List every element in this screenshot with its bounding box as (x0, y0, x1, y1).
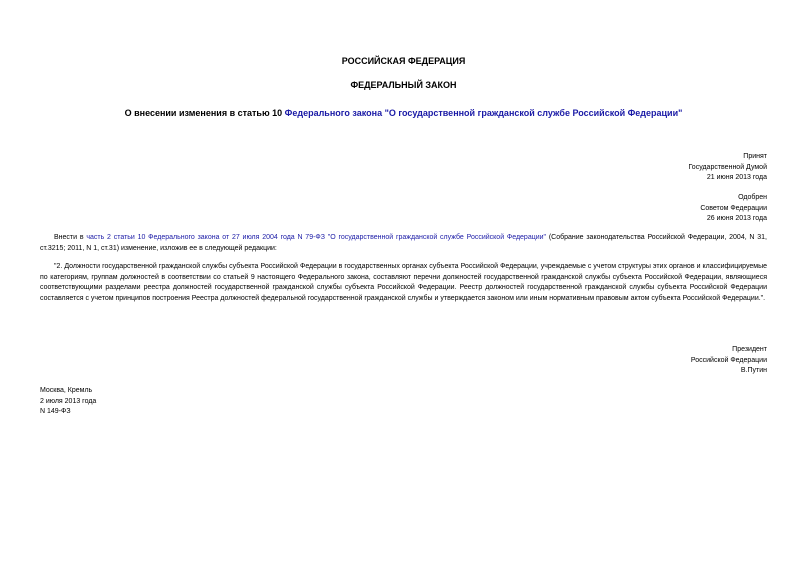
footer-date: 2 июля 2013 года (40, 397, 97, 405)
adopted-date: 21 июня 2013 года (706, 174, 767, 181)
footer-place: Москва, Кремль (40, 387, 93, 394)
amendment-prefix: Внести в (54, 234, 87, 241)
approved-block (700, 193, 767, 225)
footer-block (40, 386, 96, 418)
signature-title: Президент (732, 346, 767, 353)
amendment-suffix: (Собрание законодательства Российской Федерации, 2004, N 31, ст.3215; 2011, N 1, ст.31) изменение, изложив ее в следующей редакции: (40, 234, 768, 252)
amendment-paragraph (40, 233, 767, 254)
amendment-link[interactable]: часть 2 статьи 10 Федерального закона от 27 июля 2004 года N 79-ФЗ "О государственной гражданской службе Российской Федерации" (86, 234, 547, 241)
country-heading: РОССИЙСКАЯ ФЕДЕРАЦИЯ (341, 56, 466, 66)
adopted-block (688, 152, 767, 184)
law-type-heading: ФЕДЕРАЛЬНЫЙ ЗАКОН (350, 80, 457, 90)
approved-body: Советом Федерации (700, 204, 767, 212)
approved-date: 26 июня 2013 года (706, 215, 767, 222)
adopted-label: Принят (743, 153, 767, 160)
signature-country: Российской Федерации (690, 356, 767, 364)
signature-name: В.Путин (740, 367, 767, 374)
law-title (0, 108, 807, 118)
law-title-link[interactable]: Федерального закона "О государственной гражданской службе Российской Федерации" (284, 108, 683, 118)
signature-block (691, 345, 767, 377)
footer-number: N 149-ФЗ (40, 408, 71, 415)
approved-label: Одобрен (738, 194, 767, 201)
adopted-body: Государственной Думой (688, 163, 767, 171)
new-text-paragraph: "2. Должности государственной гражданской службы субъекта Российской Федерации в государственных органах субъекта Российской Федерации, учреждаемые с учетом структуры этих органов и классифицируемые по категориям, группам должностей в соответствии со статьей 9 настоящего Федерального закона, составляют перечни должностей государственной гражданской службы субъекта Российской Федерации, являющиеся соответствующими разделами реестра должностей государственной гражданской службы субъекта Российской Федерации. Реестр должностей государственной гражданской службы субъекта Российской Федерации составляется с учетом принципов построения Реестра должностей федеральной государственной гражданской службы и утверждается законом или иным нормативным правовым актом субъекта Российской Федерации.". (40, 263, 767, 302)
law-title-prefix: О внесении изменения в статью 10 (124, 108, 285, 118)
